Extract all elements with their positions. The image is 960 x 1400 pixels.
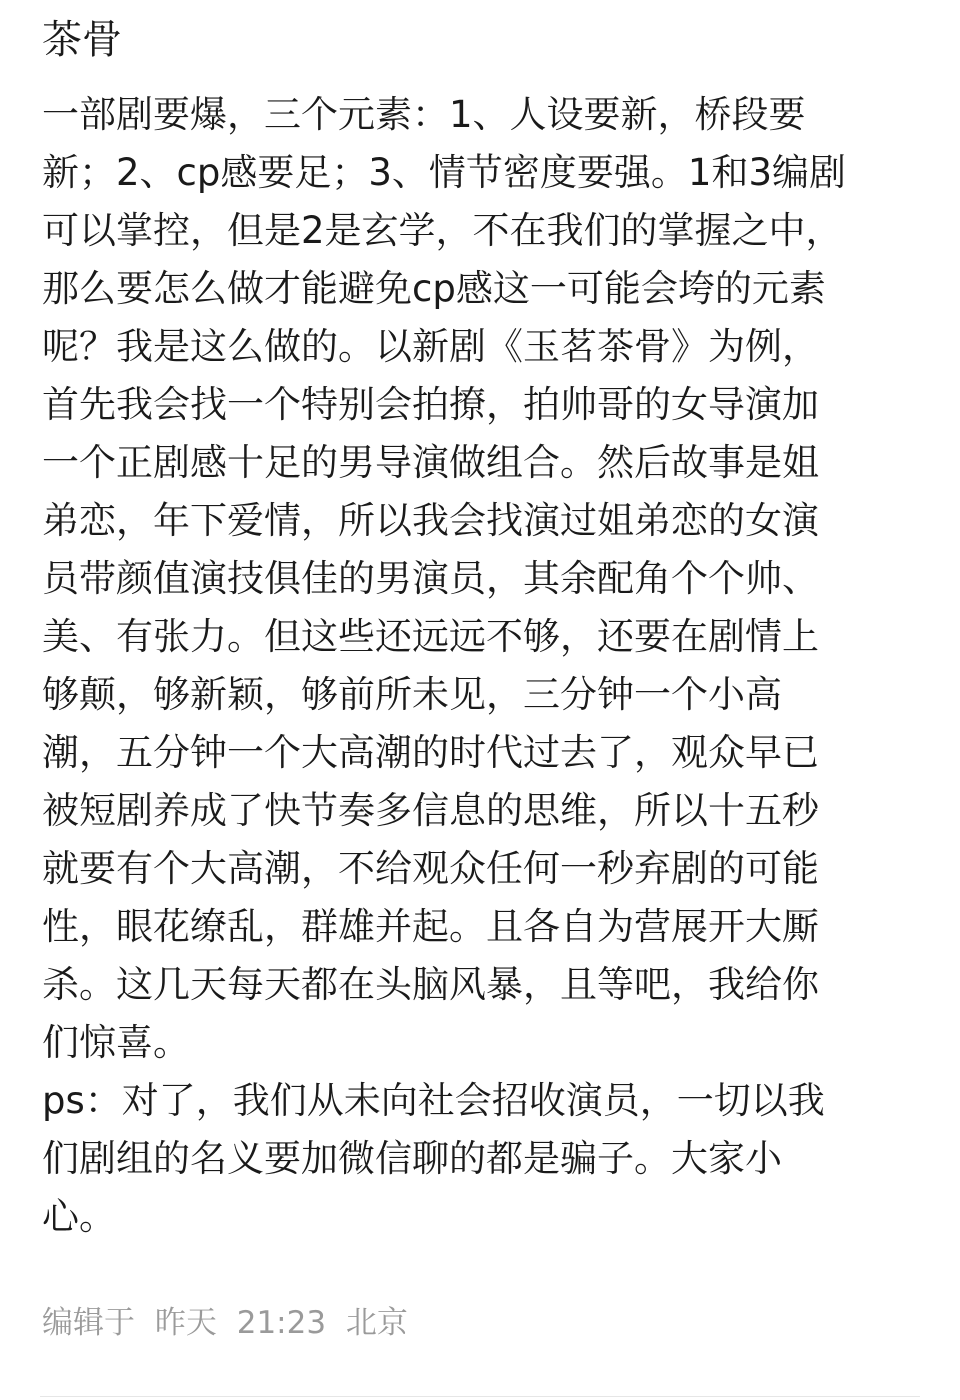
post-body-line: ps：对了，我们从未向社会招收演员，一切以我 <box>42 1079 825 1122</box>
post-body <box>42 86 918 1246</box>
edited-label: 编辑于 <box>42 1305 135 1341</box>
post-body-line: 就要有个大高潮，不给观众任何一秒弃剧的可能 <box>42 847 819 890</box>
post-body-line: 被短剧养成了快节奏多信息的思维，所以十五秒 <box>42 789 819 832</box>
post-body-line: 首先我会找一个特别会拍撩，拍帅哥的女导演加 <box>42 383 819 426</box>
post-body-line: 员带颜值演技俱佳的男演员，其余配角个个帅、 <box>42 557 819 600</box>
post-body-line: 够颠，够新颖，够前所未见，三分钟一个小高 <box>42 673 782 716</box>
post-body-line: 杀。这几天每天都在头脑风暴，且等吧，我给你 <box>42 963 819 1006</box>
post-body-line: 那么要怎么做才能避免cp感这一可能会垮的元素 <box>42 267 826 310</box>
post-title: 茶骨 <box>42 17 122 63</box>
edited-day: 昨天 <box>154 1305 217 1341</box>
edited-time: 21:23 <box>236 1305 327 1341</box>
post-body-line: 可以掌控，但是2是玄学，不在我们的掌握之中， <box>42 209 843 252</box>
post-body-line: 们剧组的名义要加微信聊的都是骗子。大家小 <box>42 1137 782 1180</box>
post-body-line: 一部剧要爆，三个元素：1、人设要新，桥段要 <box>42 93 806 136</box>
post-edit-info <box>42 1300 418 1346</box>
post-body-line: 弟恋，年下爱情，所以我会找演过姐弟恋的女演 <box>42 499 819 542</box>
post-body-line: 呢？我是这么做的。以新剧《玉茗茶骨》为例， <box>42 325 819 368</box>
post-body-line: 美、有张力。但这些还远远不够，还要在剧情上 <box>42 615 819 658</box>
post-body-line: 们惊喜。 <box>42 1021 190 1064</box>
post-body-line: 一个正剧感十足的男导演做组合。然后故事是姐 <box>42 441 819 484</box>
edited-location: 北京 <box>345 1305 408 1341</box>
post-body-line: 潮，五分钟一个大高潮的时代过去了，观众早已 <box>42 731 819 774</box>
post-body-line: 心。 <box>42 1195 116 1238</box>
bottom-divider <box>40 1396 920 1397</box>
post-body-line: 新；2、cp感要足；3、情节密度要强。1和3编剧 <box>42 151 846 194</box>
post-body-line: 性，眼花缭乱，群雄并起。且各自为营展开大厮 <box>42 905 819 948</box>
